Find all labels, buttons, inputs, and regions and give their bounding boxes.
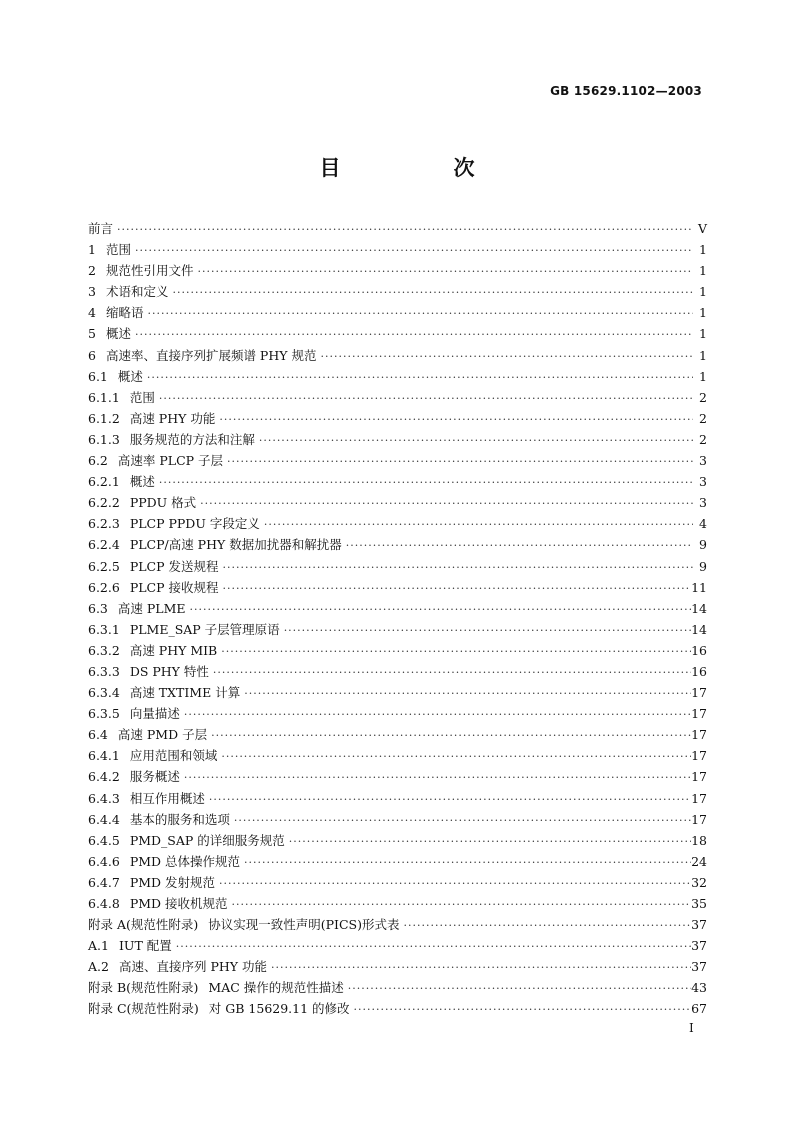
toc-entry-page: 17	[691, 685, 707, 701]
toc-entry-number: 4	[88, 305, 96, 321]
toc-entry-number: 6.2.5	[88, 558, 120, 574]
toc-dot-leader	[186, 603, 692, 616]
toc-dot-leader	[217, 645, 691, 658]
toc-entry-label: 高速 PLME	[117, 600, 186, 616]
toc-entry-label: 规范性引用文件	[105, 263, 194, 279]
toc-entry-number: 前言	[88, 221, 114, 236]
toc-dot-leader	[168, 286, 693, 299]
toc-entry-label: PMD 总体操作规范	[129, 853, 241, 869]
toc-entry-page: 17	[691, 811, 707, 827]
toc-entry-page: 1	[699, 263, 707, 279]
toc-dot-leader	[350, 1003, 692, 1016]
toc-entry-label: 高速 PMD 子层	[117, 727, 208, 743]
toc-entry-page: 37	[691, 917, 707, 933]
toc-entry-number: 6.2.1	[88, 474, 120, 490]
toc-entry-page: 43	[691, 980, 707, 996]
toc-entry-label: 高速 TXTIME 计算	[129, 685, 241, 701]
toc-entry-label: 协议实现一致性声明(PICS)形式表	[208, 917, 400, 933]
toc-entry-page: 3	[699, 495, 707, 511]
toc-entry-number: 6.2	[88, 453, 108, 469]
toc-entry-number: 2	[88, 263, 96, 279]
toc-entry-page: 67	[691, 1001, 707, 1017]
toc-entry-number: 6.3	[88, 600, 108, 616]
toc-entry-label: 服务规范的方法和注解	[129, 431, 255, 447]
toc-dot-leader	[155, 392, 693, 405]
toc-dot-leader	[280, 624, 691, 637]
toc-entry-number: 附录 C(规范性附录)	[88, 1001, 199, 1017]
toc-entry-label: 对 GB 15629.11 的修改	[208, 1001, 350, 1017]
toc-entry-number: 1	[88, 242, 96, 258]
toc-entry-label: PMD 发射规范	[129, 874, 216, 890]
toc-entry[interactable]	[88, 894, 707, 915]
toc-dot-leader	[172, 940, 691, 953]
page-folio: I	[689, 1021, 694, 1035]
toc-entry-page: 37	[691, 938, 707, 954]
toc-entry-number: 6.2.4	[88, 537, 120, 553]
toc-entry-page: 9	[699, 558, 707, 574]
toc-title: 目 次	[319, 155, 521, 180]
toc-dot-leader	[240, 856, 691, 869]
toc-dot-leader	[196, 497, 693, 510]
toc-dot-leader	[223, 455, 693, 468]
toc-entry[interactable]	[88, 936, 707, 957]
toc-dot-leader	[316, 350, 693, 363]
toc-entry-page: 17	[691, 748, 707, 764]
toc-entry-page: 18	[691, 832, 707, 848]
toc-entry[interactable]	[88, 789, 707, 810]
toc-entry[interactable]	[88, 324, 707, 345]
toc-entry[interactable]	[88, 578, 707, 599]
toc-entry-page: 24	[691, 853, 707, 869]
toc-entry-number: 6.4	[88, 727, 108, 743]
toc-entry-label: 范围	[129, 389, 155, 405]
toc-entry[interactable]	[88, 957, 707, 978]
toc-entry[interactable]	[88, 493, 707, 514]
toc-dot-leader	[180, 708, 691, 721]
toc-entry[interactable]	[88, 683, 707, 704]
toc-entry-label: 应用范围和领域	[129, 748, 218, 764]
toc-entry-label: 高速、直接序列 PHY 功能	[118, 959, 267, 975]
toc-dot-leader	[131, 328, 693, 341]
toc-dot-leader	[143, 307, 693, 320]
toc-entry[interactable]	[88, 535, 707, 556]
standard-code: GB 15629.1102—2003	[550, 84, 702, 98]
toc-entry[interactable]	[88, 767, 707, 788]
toc-entry[interactable]	[88, 704, 707, 725]
toc-entry-label: PLCP PPDU 字段定义	[129, 516, 260, 532]
toc-entry-number: 6.4.6	[88, 853, 120, 869]
toc-entry[interactable]	[88, 978, 707, 999]
toc-dot-leader	[218, 582, 691, 595]
toc-entry-page: 37	[691, 959, 707, 975]
toc-entry[interactable]	[88, 599, 707, 620]
toc-entry-label: 高速率、直接序列扩展频谱 PHY 规范	[105, 347, 317, 363]
toc-entry-page: 2	[699, 410, 707, 426]
toc-entry-number: 5	[88, 326, 96, 342]
toc-dot-leader	[285, 835, 691, 848]
toc-entry-label: 术语和定义	[105, 284, 169, 300]
toc-entry-label: MAC 操作的规范性描述	[208, 980, 344, 996]
toc-dot-leader	[218, 561, 693, 574]
toc-entry-label: PLCP/高速 PHY 数据加扰器和解扰器	[129, 537, 342, 553]
toc-entry-number: 6.4.4	[88, 811, 120, 827]
toc-entry-number: 6.1	[88, 368, 108, 384]
toc-entry[interactable]	[88, 852, 707, 873]
toc-entry-page: 17	[691, 727, 707, 743]
toc-dot-leader	[230, 814, 691, 827]
toc-entry-label: PMD 接收机规范	[129, 896, 228, 911]
toc-entry-label: 高速率 PLCP 子层	[117, 453, 224, 469]
toc-entry-number: 6.4.1	[88, 748, 120, 764]
toc-entry-number: 附录 A(规范性附录)	[88, 917, 199, 933]
toc-dot-leader	[217, 750, 691, 763]
toc-entry-label: PLCP 发送规程	[129, 558, 219, 574]
toc-entry-number: 6.2.6	[88, 579, 120, 595]
toc-entry-number: 3	[88, 284, 96, 300]
toc-entry-page: 1	[699, 347, 707, 363]
table-of-contents	[88, 219, 707, 1021]
toc-entry-label: 向量描述	[129, 706, 180, 722]
toc-entry-page: 1	[699, 242, 707, 258]
toc-entry-number: 6.4.7	[88, 874, 120, 890]
toc-entry[interactable]	[88, 451, 707, 472]
toc-entry-page: 3	[699, 453, 707, 469]
toc-entry-label: 概述	[129, 474, 155, 490]
toc-entry-page: 2	[699, 389, 707, 405]
toc-entry[interactable]	[88, 346, 707, 367]
toc-entry[interactable]	[88, 746, 707, 767]
toc-dot-leader	[155, 476, 693, 489]
toc-entry-number: 6.4.2	[88, 769, 120, 785]
toc-dot-leader	[240, 687, 691, 700]
toc-entry-number: 6.4.8	[88, 896, 120, 911]
toc-entry-number: 6.4.3	[88, 790, 120, 806]
toc-entry[interactable]	[88, 873, 707, 894]
toc-dot-leader	[215, 877, 691, 890]
toc-entry-page: 17	[691, 769, 707, 785]
toc-dot-leader	[205, 793, 691, 806]
toc-entry-number: 6.2.3	[88, 516, 120, 532]
toc-entry-number: 6.1.2	[88, 410, 120, 426]
toc-entry-number: 6.1.3	[88, 431, 120, 447]
toc-entry-number: 6.4.5	[88, 832, 120, 848]
toc-dot-leader	[228, 898, 692, 911]
toc-entry-page: 17	[691, 790, 707, 806]
toc-entry-number: 6.3.2	[88, 642, 120, 658]
toc-dot-leader	[344, 982, 691, 995]
toc-entry-page: 2	[699, 431, 707, 447]
toc-entry-page: 17	[691, 706, 707, 722]
toc-entry[interactable]	[88, 367, 707, 388]
toc-entry-label: 高速 PHY 功能	[129, 410, 216, 426]
toc-entry-page: 4	[699, 516, 707, 532]
toc-dot-leader	[207, 729, 691, 742]
toc-entry-label: 范围	[105, 242, 131, 258]
toc-entry-page: 1	[699, 305, 707, 321]
toc-entry-label: PPDU 格式	[129, 495, 197, 511]
toc-entry-number: A.2	[88, 959, 109, 975]
toc-dot-leader	[180, 771, 691, 784]
toc-entry[interactable]	[88, 388, 707, 409]
toc-dot-leader	[260, 518, 693, 531]
toc-entry[interactable]	[88, 620, 707, 641]
toc-dot-leader	[143, 371, 693, 384]
toc-entry-label: 服务概述	[129, 769, 180, 785]
toc-entry-page: V	[697, 221, 707, 236]
toc-dot-leader	[215, 413, 693, 426]
toc-entry-page: 9	[699, 537, 707, 553]
toc-entry[interactable]	[88, 725, 707, 746]
toc-entry[interactable]	[88, 430, 707, 451]
toc-entry-label: 基本的服务和选项	[129, 811, 230, 827]
toc-entry-label: 缩略语	[105, 305, 144, 321]
toc-entry-label: 概述	[105, 326, 131, 342]
toc-entry-page: 14	[691, 621, 707, 637]
toc-entry-number: 6	[88, 347, 96, 363]
toc-entry-label: 相互作用概述	[129, 790, 205, 806]
toc-entry[interactable]	[88, 303, 707, 324]
toc-entry[interactable]	[88, 662, 707, 683]
toc-entry-number: 6.2.2	[88, 495, 120, 511]
toc-dot-leader	[209, 666, 691, 679]
toc-entry-label: PLCP 接收规程	[129, 579, 219, 595]
toc-entry[interactable]	[88, 641, 707, 662]
toc-entry[interactable]	[88, 282, 707, 303]
toc-entry-page: 1	[699, 368, 707, 384]
toc-dot-leader	[267, 961, 691, 974]
toc-dot-leader	[400, 919, 692, 932]
toc-entry[interactable]	[88, 915, 707, 936]
toc-entry[interactable]	[88, 999, 707, 1020]
toc-entry-label: 高速 PHY MIB	[129, 642, 218, 658]
toc-entry-number: 6.3.5	[88, 706, 120, 722]
toc-entry-page: 14	[691, 600, 707, 616]
toc-entry[interactable]	[88, 472, 707, 493]
toc-entry-number: 6.3.3	[88, 663, 120, 679]
toc-entry-page: 1	[699, 326, 707, 342]
toc-dot-leader	[342, 539, 693, 552]
toc-entry-label: PLME_SAP 子层管理原语	[129, 621, 280, 637]
toc-entry[interactable]	[88, 557, 707, 578]
toc-entry-number: 6.3.1	[88, 621, 120, 637]
toc-entry[interactable]	[88, 219, 707, 240]
toc-entry-page: 35	[691, 896, 707, 911]
toc-entry[interactable]	[88, 240, 707, 261]
toc-entry-page: 16	[691, 642, 707, 658]
toc-entry[interactable]	[88, 261, 707, 282]
toc-entry-page: 32	[691, 874, 707, 890]
toc-entry-page: 11	[691, 579, 707, 595]
toc-entry-number: 6.1.1	[88, 389, 120, 405]
toc-entry-label: IUT 配置	[118, 938, 172, 954]
toc-entry-label: 概述	[117, 368, 143, 384]
toc-dot-leader	[131, 244, 693, 257]
toc-entry-number: A.1	[88, 938, 109, 954]
toc-entry-label: PMD_SAP 的详细服务规范	[129, 832, 285, 848]
toc-entry-label: DS PHY 特性	[129, 663, 209, 679]
toc-entry-page: 3	[699, 474, 707, 490]
toc-dot-leader	[255, 434, 693, 447]
toc-entry-number: 附录 B(规范性附录)	[88, 980, 199, 996]
toc-entry[interactable]	[88, 409, 707, 430]
toc-entry-page: 16	[691, 663, 707, 679]
toc-entry-number: 6.3.4	[88, 685, 120, 701]
toc-entry[interactable]	[88, 810, 707, 831]
toc-entry[interactable]	[88, 514, 707, 535]
toc-dot-leader	[193, 265, 693, 278]
toc-entry[interactable]	[88, 831, 707, 852]
toc-dot-leader	[113, 223, 693, 236]
toc-entry-page: 1	[699, 284, 707, 300]
